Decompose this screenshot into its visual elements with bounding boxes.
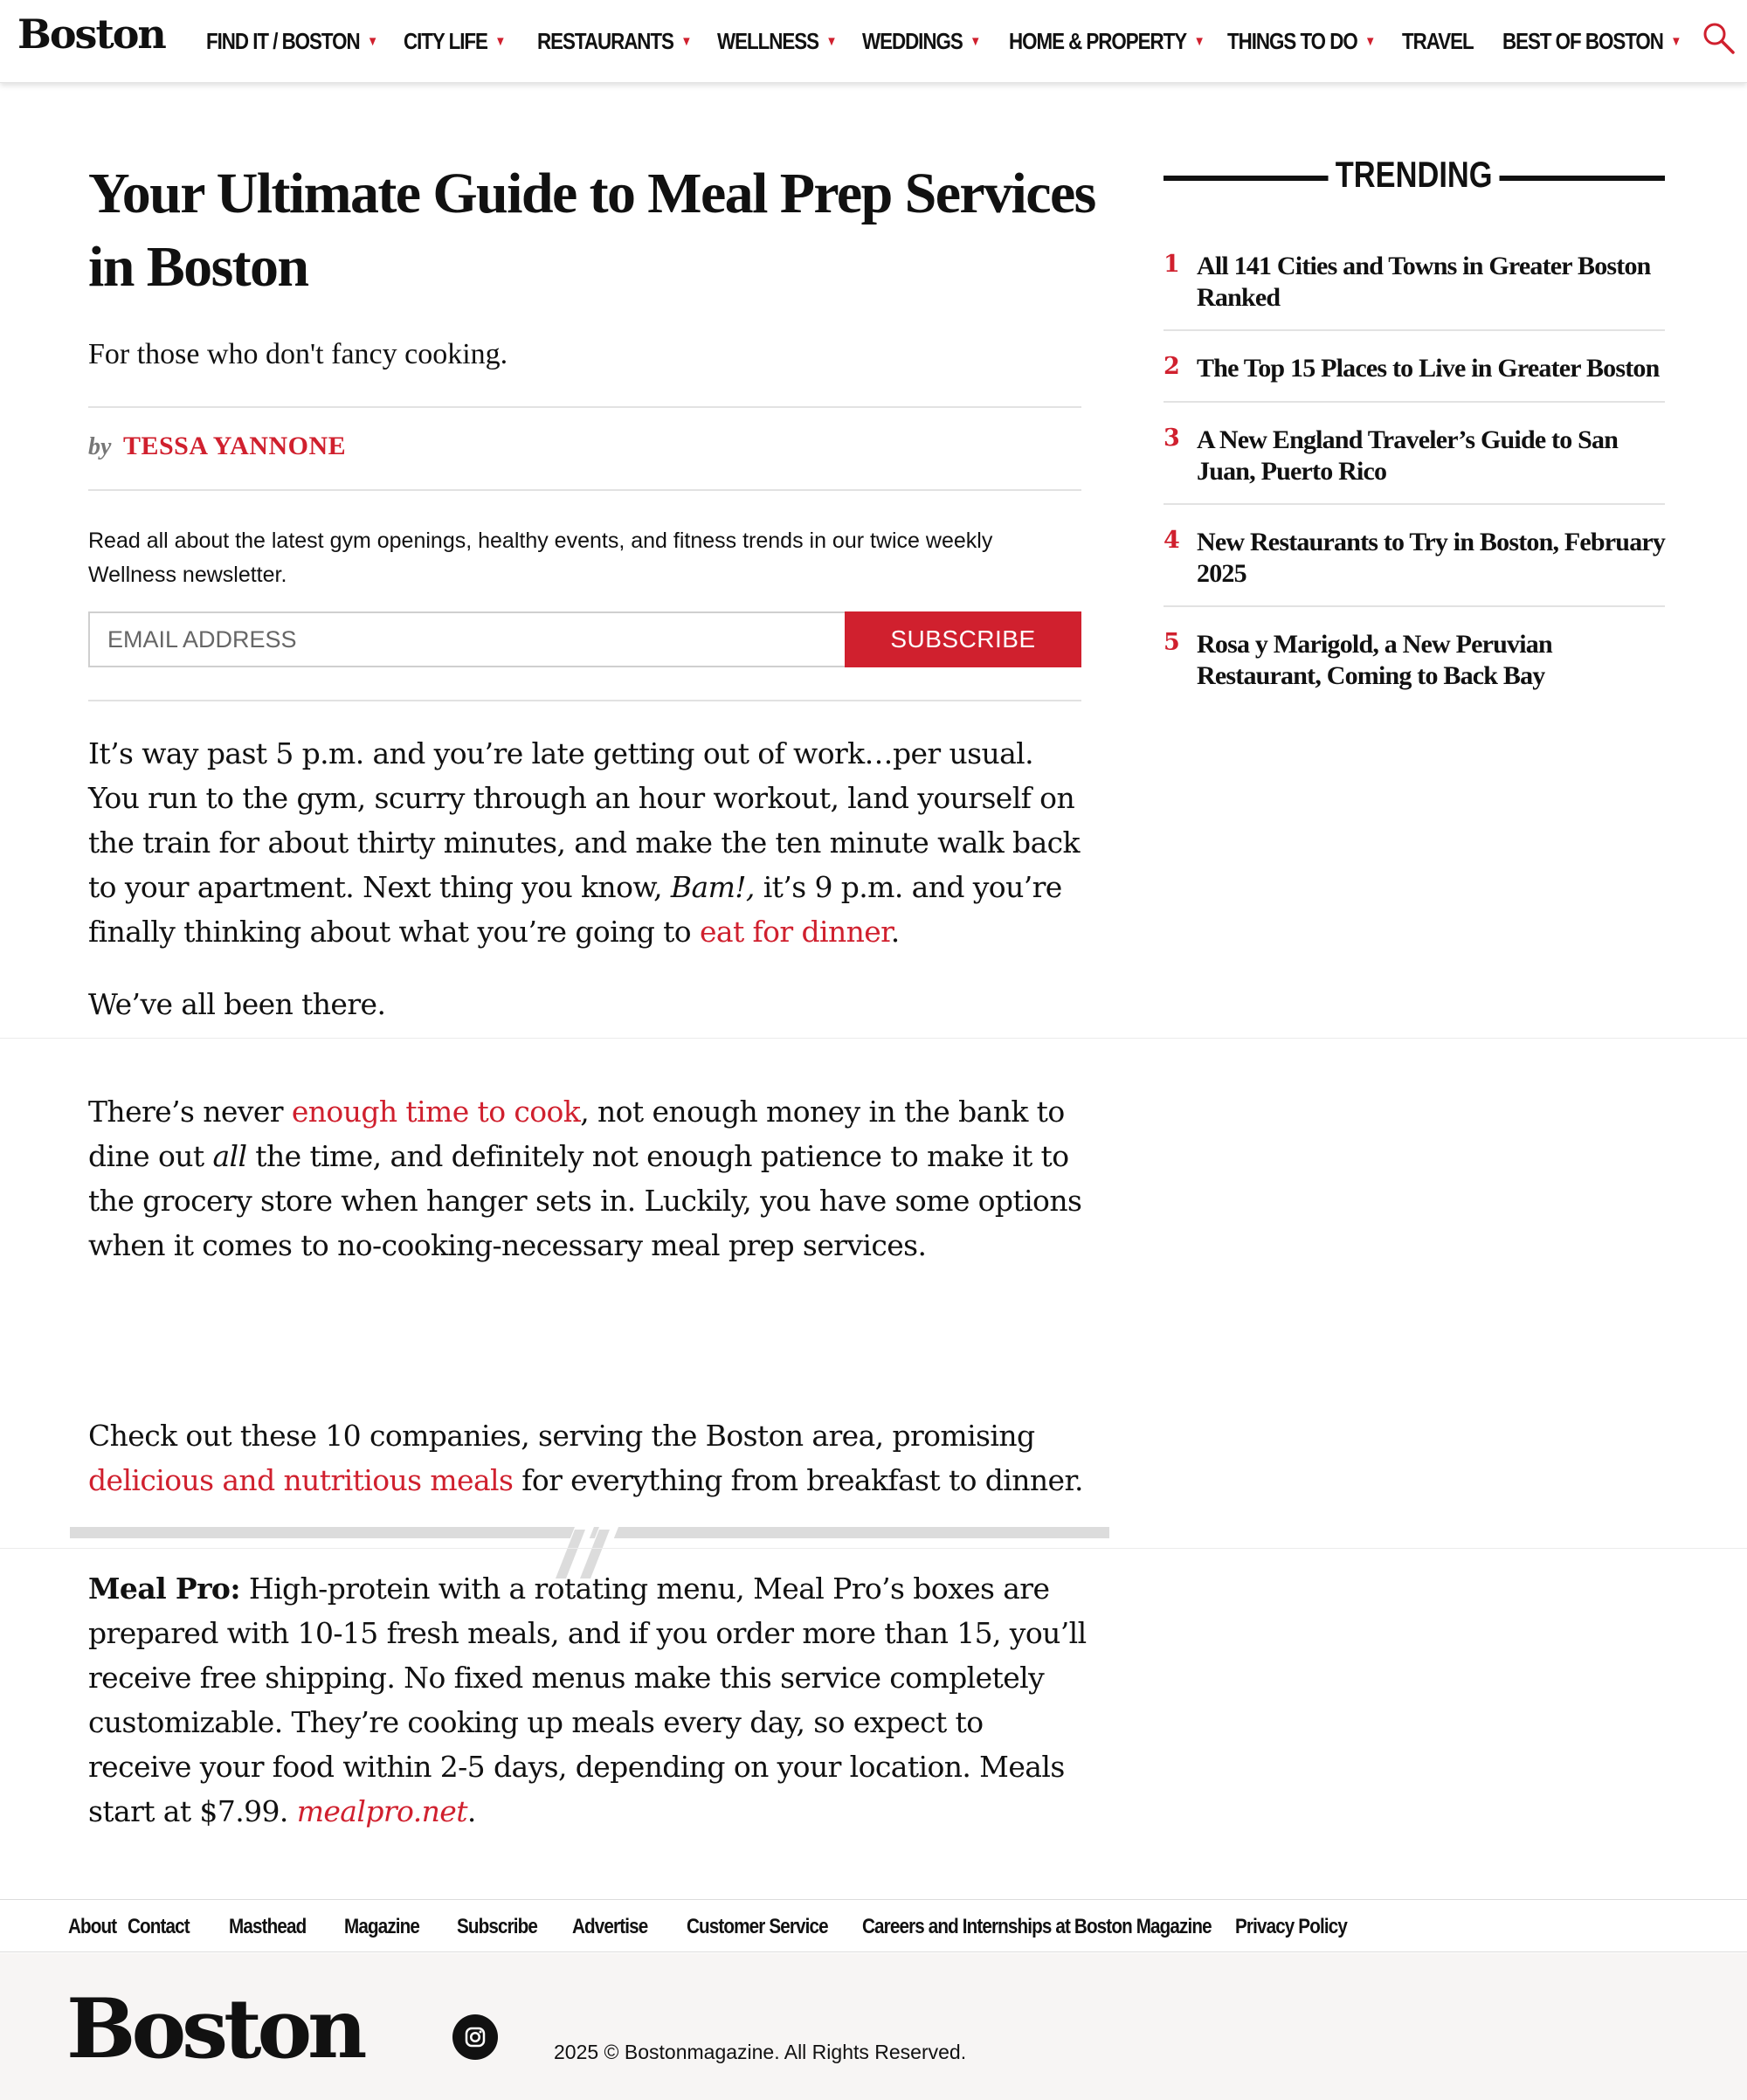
footer-link-advertise[interactable]: Advertise xyxy=(572,1914,648,1938)
footer-link-contact[interactable]: Contact xyxy=(128,1914,190,1938)
caret-down-icon: ▼ xyxy=(494,34,506,49)
nav-label: HOME & PROPERTY xyxy=(1009,28,1187,54)
eat-for-dinner-link[interactable]: eat for dinner xyxy=(699,915,891,949)
nav-travel[interactable] xyxy=(1402,0,1488,83)
nav-things-to-do[interactable] xyxy=(1227,0,1378,83)
paragraph-text: , not enough money in the bank to dine out xyxy=(88,1095,1065,1173)
footer-link-magazine[interactable]: Magazine xyxy=(344,1914,420,1938)
divider xyxy=(1164,329,1665,331)
ad-slot-divider xyxy=(0,1038,1747,1039)
byline-prefix: by xyxy=(88,433,112,460)
caret-down-icon: ▼ xyxy=(825,34,837,49)
byline xyxy=(88,432,346,461)
paragraph-text: the time, and definitely not enough patience to make it to the grocery store when hanger sets in. Luckily, you have some options when it comes to no-cooking-necessary meal prep services. xyxy=(88,1139,1082,1262)
instagram-icon xyxy=(452,2014,498,2060)
trending-number: 5 xyxy=(1164,629,1180,656)
paragraph-text: . xyxy=(890,915,900,949)
footer-link-customer-service[interactable]: Customer Service xyxy=(687,1914,828,1938)
company-name: Meal Pro: xyxy=(88,1572,240,1606)
main-nav xyxy=(206,0,1681,83)
delicious-meals-link[interactable]: delicious and nutritious meals xyxy=(88,1463,514,1497)
trending-title-text: New Restaurants to Try in Boston, February 2025 xyxy=(1197,528,1666,588)
article-headline: Your Ultimate Guide to Meal Prep Services in Boston xyxy=(88,162,1095,299)
footer-link-masthead[interactable]: Masthead xyxy=(229,1914,307,1938)
search-button[interactable] xyxy=(1702,21,1737,56)
newsletter-form xyxy=(88,611,1081,667)
trending-header xyxy=(1164,154,1665,206)
caret-down-icon: ▼ xyxy=(1670,34,1681,49)
enough-time-to-cook-link[interactable]: enough time to cook xyxy=(291,1095,581,1129)
footer-link-privacy[interactable]: Privacy Policy xyxy=(1235,1914,1347,1938)
trending-title-text: The Top 15 Places to Live in Greater Boston xyxy=(1197,354,1660,383)
ad-slot-divider xyxy=(0,1548,1747,1549)
caret-down-icon: ▼ xyxy=(1364,34,1376,49)
caret-down-icon: ▼ xyxy=(1193,34,1205,49)
footer-links xyxy=(68,1900,1357,1953)
emphasis-text: all xyxy=(212,1139,247,1173)
nav-label: CITY LIFE xyxy=(404,28,487,54)
subscribe-button[interactable]: SUBSCRIBE xyxy=(845,611,1081,667)
footer-nav xyxy=(0,1899,1747,1952)
paragraph-text: It’s way past 5 p.m. and you’re late getting out of work…per usual. You run to the gym, scurry through an hour workout, land yourself on the train for about thirty minutes, and make the ten minute walk back to your apartment. Next thing you know, xyxy=(88,736,1080,904)
footer-logo[interactable]: Boston xyxy=(66,1981,363,2077)
nav-weddings[interactable] xyxy=(862,0,988,83)
article-paragraph: We’ve all been there. xyxy=(88,987,386,1021)
nav-label: THINGS TO DO xyxy=(1227,28,1357,54)
footer-link-about[interactable]: About xyxy=(68,1914,117,1938)
paragraph-text: for everything from breakfast to dinner. xyxy=(513,1463,1083,1497)
mealpro-link[interactable] xyxy=(297,1794,467,1828)
article-paragraph xyxy=(88,1566,1093,1834)
paragraph-text: it’s 9 p.m. and you’re finally thinking about what you’re going to xyxy=(88,870,1062,949)
footer-link-careers[interactable]: Careers and Internships at Boston Magazine xyxy=(862,1914,1212,1938)
article-paragraph xyxy=(88,1089,1101,1268)
author-link[interactable]: TESSA YANNONE xyxy=(122,432,347,460)
nav-label: WELLNESS xyxy=(717,28,818,54)
divider xyxy=(1164,503,1665,505)
nav-label: RESTAURANTS xyxy=(537,28,673,54)
divider xyxy=(88,700,1081,701)
footer-link-subscribe[interactable]: Subscribe xyxy=(457,1914,538,1938)
paragraph-text: Check out these 10 companies, serving the Boston area, promising xyxy=(88,1419,1035,1453)
nav-home-property[interactable] xyxy=(1009,0,1205,83)
instagram-button[interactable] xyxy=(452,2014,498,2060)
nav-best-of-boston[interactable] xyxy=(1502,0,1681,83)
paragraph-text: High-protein with a rotating menu, Meal Pro’s boxes are prepared with 10-15 fresh meals, and if you order more than 15, you’ll receive free shipping. No fixed menus make this service completely customizable. They’re cooking up meals every day, so expect to receive your food within 2-5 days, depending on your location. Meals start at $7.99. xyxy=(88,1572,1087,1828)
caret-down-icon: ▼ xyxy=(680,34,692,49)
paragraph-text: . xyxy=(466,1794,476,1828)
nav-restaurants[interactable] xyxy=(537,0,692,83)
emphasis-text: Bam!, xyxy=(670,870,755,904)
divider xyxy=(88,489,1081,491)
paragraph-text: There’s never xyxy=(88,1095,292,1129)
copyright-text: 2025 © Bostonmagazine. All Rights Reserved. xyxy=(554,2041,967,2063)
caret-down-icon: ▼ xyxy=(970,34,981,49)
trending-number: 3 xyxy=(1164,425,1180,452)
trending-number: 4 xyxy=(1164,527,1180,554)
nav-find-it[interactable] xyxy=(206,0,376,83)
site-logo[interactable]: Boston xyxy=(17,10,165,58)
trending-title-text: A New England Traveler’s Guide to San Juan, Puerto Rico xyxy=(1197,425,1619,486)
search-icon xyxy=(1702,21,1737,56)
trending-number: 1 xyxy=(1164,251,1180,278)
article-dek: For those who don't fancy cooking. xyxy=(88,338,508,370)
trending-title: TRENDING xyxy=(1164,154,1665,196)
newsletter-text: Read all about the latest gym openings, healthy events, and fitness trends in our twice weekly Wellness newsletter. xyxy=(88,528,993,587)
email-input[interactable] xyxy=(88,611,845,667)
nav-wellness[interactable] xyxy=(717,0,842,83)
nav-label: BEST OF BOSTON xyxy=(1502,28,1663,54)
article-paragraph xyxy=(88,1413,1101,1502)
article-paragraph xyxy=(88,731,1084,954)
divider xyxy=(1164,605,1665,607)
nav-label: TRAVEL xyxy=(1402,28,1474,54)
link-text: mealpro.net xyxy=(296,1794,467,1828)
divider xyxy=(88,406,1081,408)
nav-label: WEDDINGS xyxy=(862,28,963,54)
trending-number: 2 xyxy=(1164,353,1180,380)
caret-down-icon: ▼ xyxy=(367,34,377,49)
trending-title-text: All 141 Cities and Towns in Greater Boston Ranked xyxy=(1197,252,1651,312)
site-header xyxy=(0,0,1747,83)
trending-title-text: Rosa y Marigold, a New Peruvian Restaurant, Coming to Back Bay xyxy=(1197,630,1552,690)
divider xyxy=(1164,401,1665,403)
nav-label: FIND IT / BOSTON xyxy=(206,28,360,54)
nav-city-life[interactable] xyxy=(404,0,519,83)
